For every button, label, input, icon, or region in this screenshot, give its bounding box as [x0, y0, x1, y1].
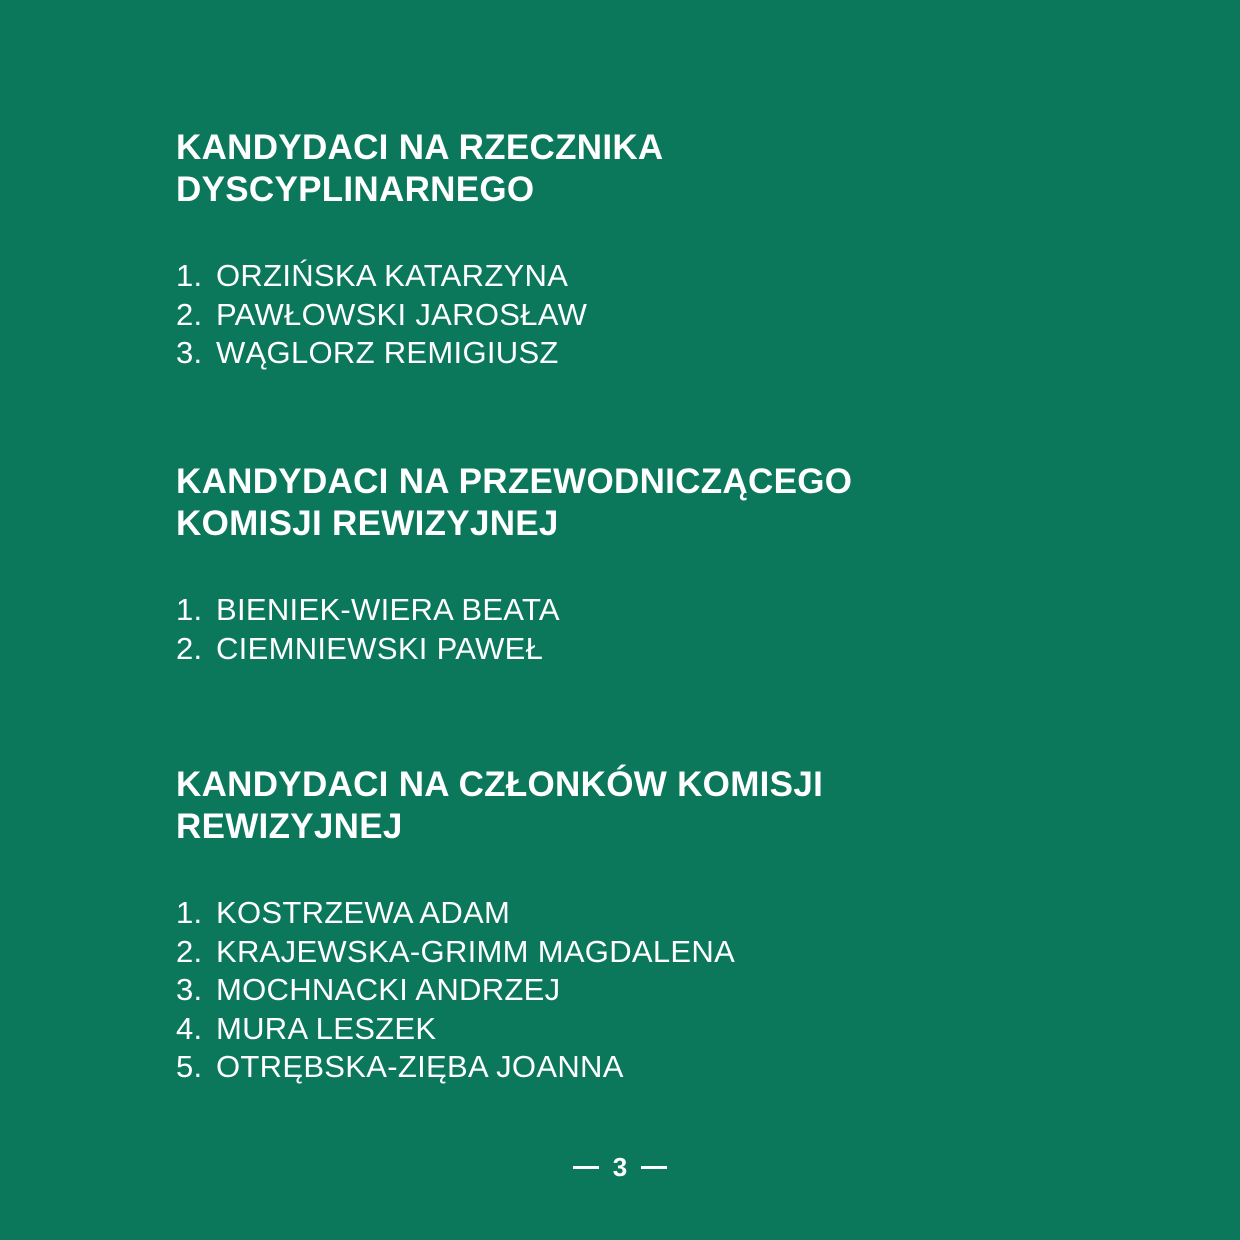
- section-audit-committee-members: [176, 764, 1076, 1087]
- heading-line: KANDYDACI NA CZŁONKÓW KOMISJI: [176, 765, 824, 804]
- list-item: [176, 630, 1076, 669]
- candidate-name: KOSTRZEWA ADAM: [216, 895, 511, 930]
- heading-line: KOMISJI REWIZYJNEJ: [176, 504, 559, 543]
- list-item: [176, 257, 1076, 296]
- heading-line: KANDYDACI NA RZECZNIKA: [176, 128, 664, 167]
- section-disciplinary-ombudsman: [176, 127, 1076, 373]
- list-item: [176, 334, 1076, 373]
- item-number: 2.: [176, 296, 203, 332]
- candidate-name: PAWŁOWSKI JAROSŁAW: [216, 296, 588, 332]
- candidate-name: KRAJEWSKA-GRIMM MAGDALENA: [216, 933, 736, 969]
- section-heading: [176, 461, 1076, 545]
- list-item: [176, 591, 1076, 630]
- heading-line: KANDYDACI NA PRZEWODNICZĄCEGO: [176, 462, 853, 501]
- list-item: [176, 296, 1076, 335]
- section-audit-committee-chair: [176, 461, 1076, 668]
- list-item: [176, 933, 1076, 972]
- candidate-list: [176, 591, 1076, 668]
- section-heading: [176, 127, 1076, 211]
- item-number: 1.: [176, 258, 203, 293]
- item-number: 5.: [176, 1049, 203, 1084]
- dash-left-icon: [573, 1166, 599, 1169]
- page-number: [0, 1150, 1240, 1184]
- candidate-name: BIENIEK-WIERA BEATA: [216, 592, 560, 627]
- candidate-name: WĄGLORZ REMIGIUSZ: [216, 335, 559, 370]
- candidate-name: CIEMNIEWSKI PAWEŁ: [216, 630, 544, 666]
- candidate-name: OTRĘBSKA-ZIĘBA JOANNA: [216, 1049, 624, 1084]
- candidate-list: [176, 894, 1076, 1087]
- candidate-name: MOCHNACKI ANDRZEJ: [216, 972, 561, 1007]
- item-number: 2.: [176, 630, 203, 666]
- page-number-value: 3: [612, 1152, 628, 1182]
- candidate-name: MURA LESZEK: [216, 1010, 437, 1046]
- heading-line: DYSCYPLINARNEGO: [176, 170, 535, 209]
- list-item: [176, 1010, 1076, 1049]
- item-number: 1.: [176, 592, 203, 627]
- section-heading: [176, 764, 1076, 848]
- item-number: 3.: [176, 335, 203, 370]
- list-item: [176, 1048, 1076, 1087]
- item-number: 4.: [176, 1010, 203, 1046]
- list-item: [176, 894, 1076, 933]
- candidate-list: [176, 257, 1076, 373]
- candidate-name: ORZIŃSKA KATARZYNA: [216, 258, 569, 293]
- dash-right-icon: [641, 1166, 667, 1169]
- list-item: [176, 971, 1076, 1010]
- item-number: 1.: [176, 895, 203, 930]
- heading-line: REWIZYJNEJ: [176, 807, 403, 846]
- item-number: 2.: [176, 933, 203, 969]
- item-number: 3.: [176, 972, 203, 1007]
